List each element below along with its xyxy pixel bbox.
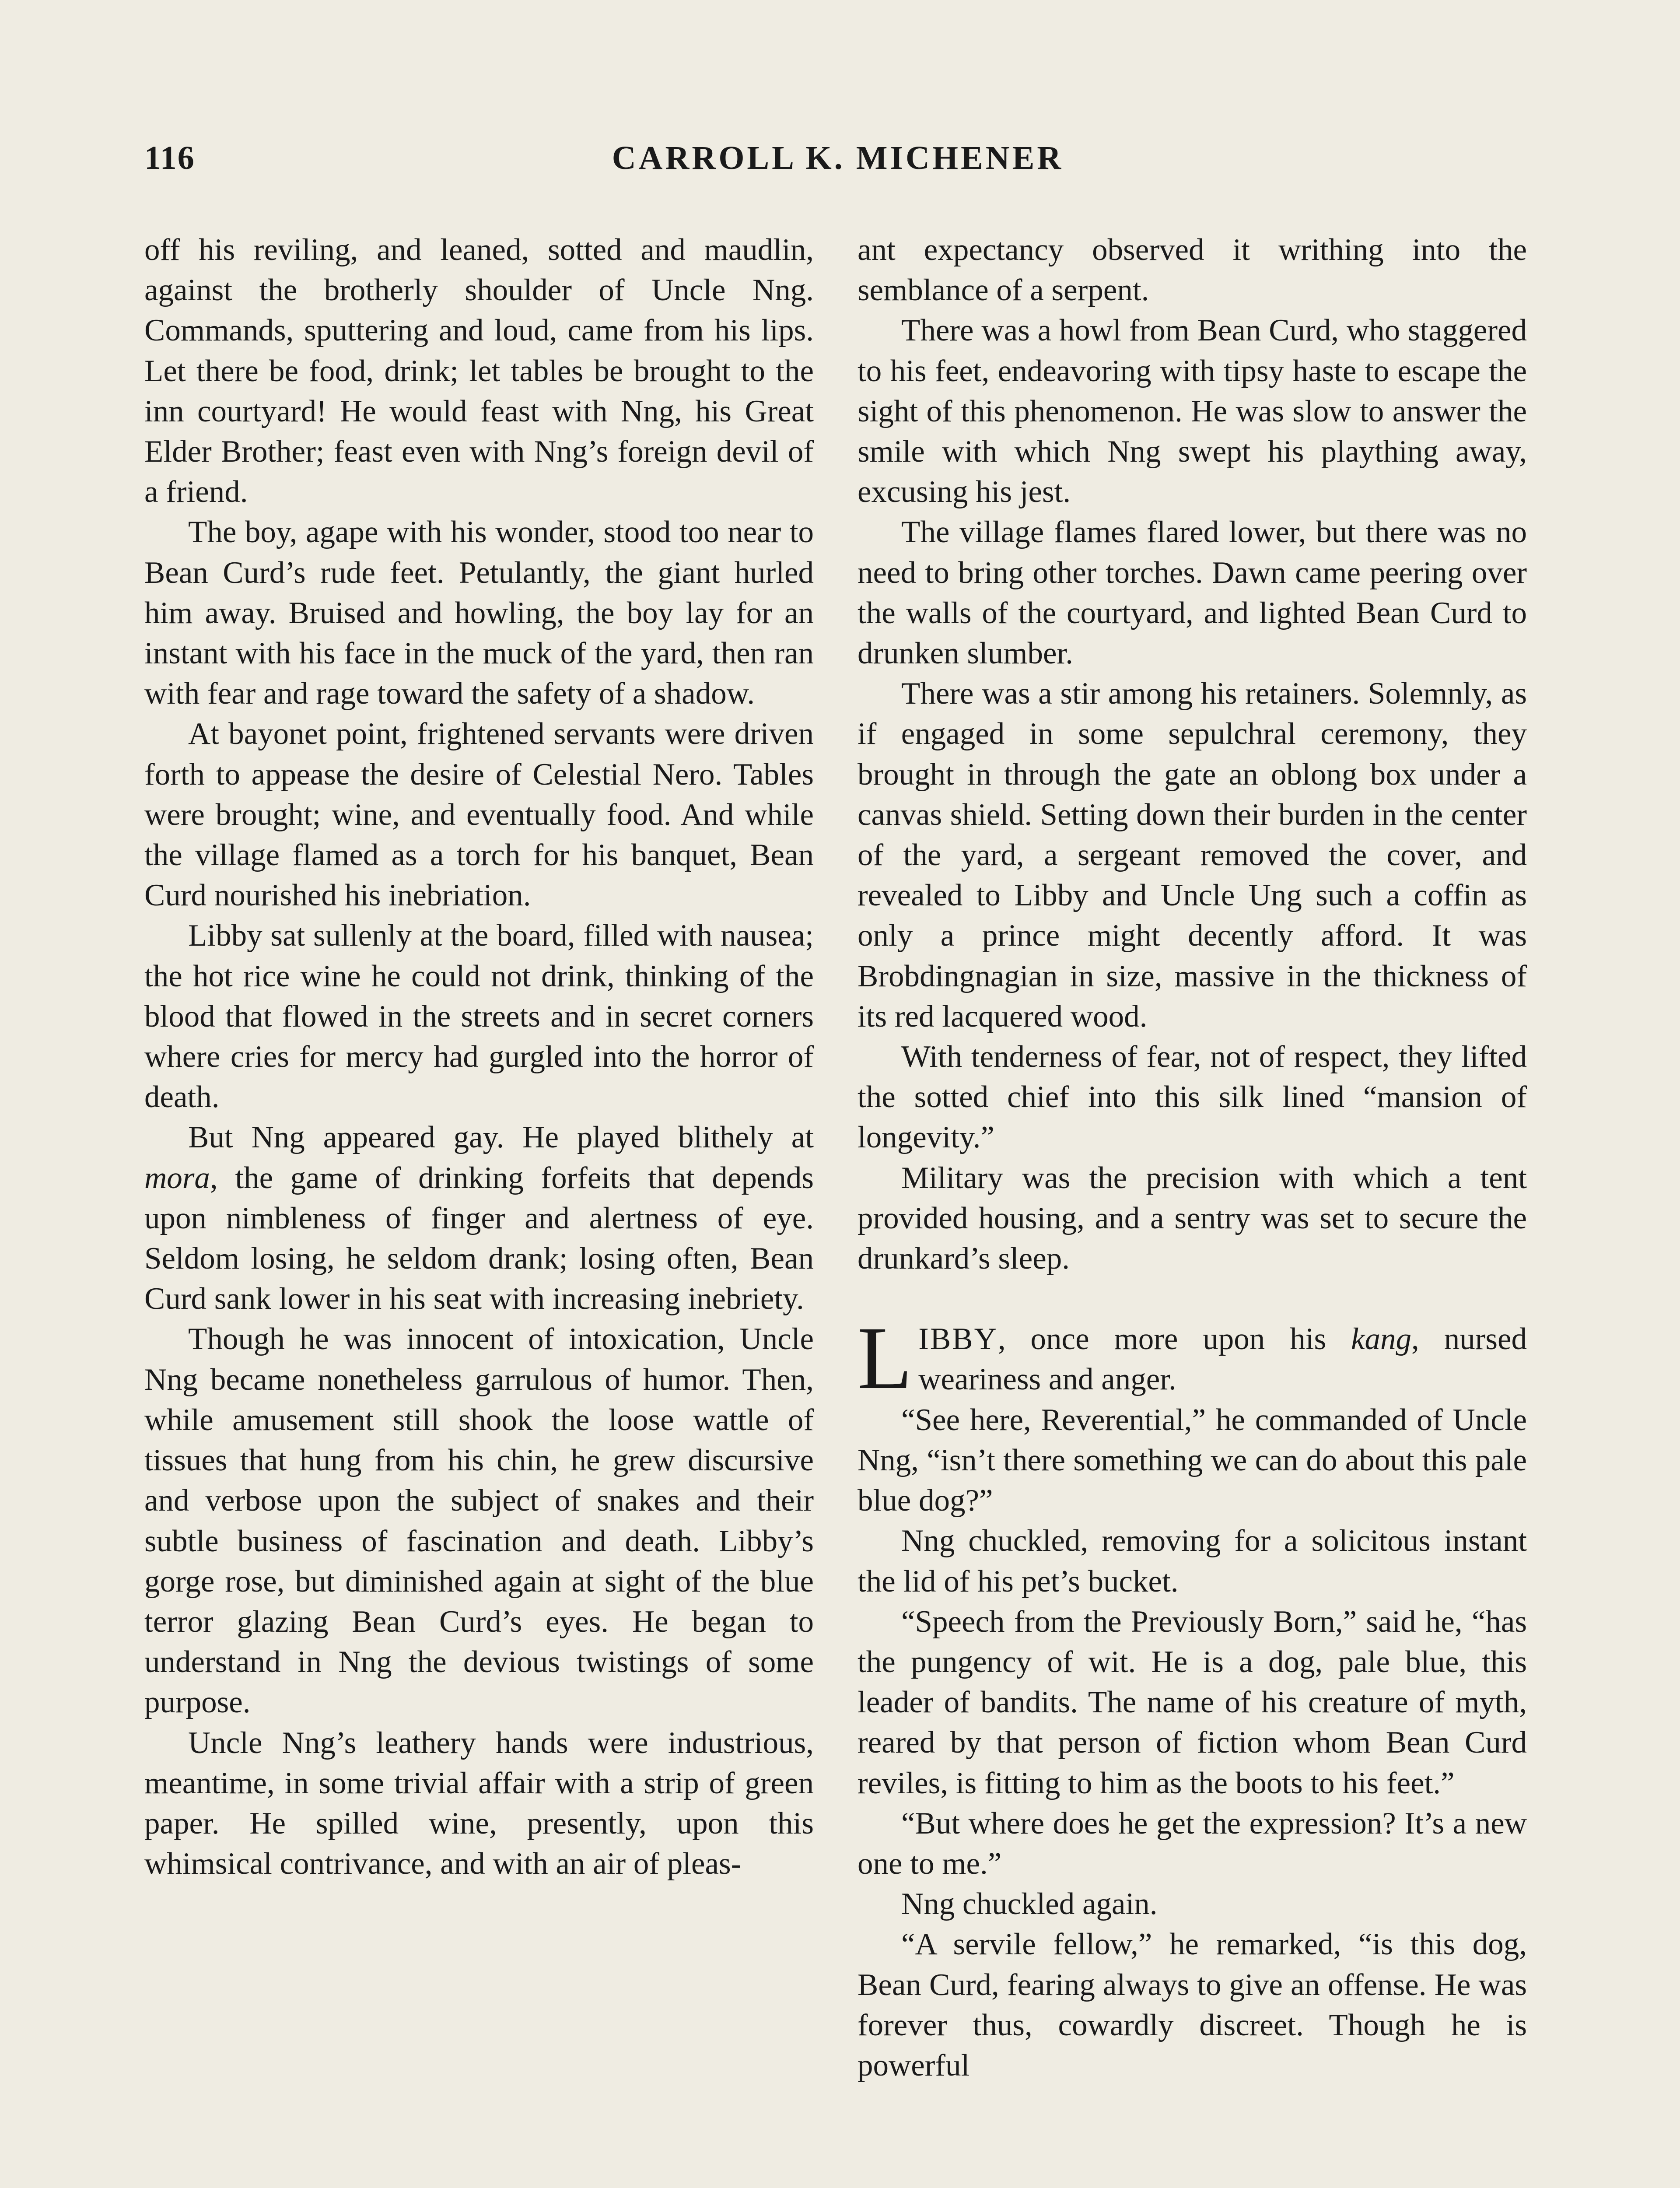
paragraph: ant expectancy observed it writhing into the semblance of a serpent. <box>858 233 1527 308</box>
italic-term: kang <box>1351 1322 1412 1357</box>
paragraph-text: , once more upon his <box>998 1322 1351 1357</box>
paragraph: At bayonet point, frightened servants were driven forth to appease the desire of Celestial Nero. Tables were brought; wine, and eventually food. And while the village flamed as a torch for his banquet, Bean Curd nourished his inebriation. <box>144 717 814 913</box>
paragraph: Military was the precision with which a tent provided housing, and a sentry was set to secure the drunkard’s sleep. <box>858 1161 1527 1276</box>
section-opening-paragraph <box>858 1308 1527 1408</box>
italic-term: mora <box>144 1161 210 1195</box>
paragraph: Nng chuckled again. <box>901 1887 1158 1922</box>
paragraph: “A servile fellow,” he remarked, “is this dog, Bean Curd, fearing always to give an offense. He was forever thus, cowardly discreet. Though he is powerful <box>858 1927 1527 2083</box>
paragraph-text: , the game of drinking forfeits that depends upon nimbleness of finger and alertness of eye. Seldom losing, he seldom drank; losing often, Bean Curd sank lower in his seat with increasing inebriety. <box>144 1161 814 1316</box>
paragraph: Uncle Nng’s leathery hands were industrious, meantime, in some trivial affair with a strip of green paper. He spilled wine, presently, upon this whimsical contrivance, and with an air of pleas- <box>144 1725 814 1881</box>
paragraph-text: , nursed weariness and anger. <box>918 1322 1527 1397</box>
paragraph: The boy, agape with his wonder, stood too near to Bean Curd’s rude feet. Petulantly, the giant hurled him away. Bruised and howling, the boy lay for an instant with his face in the muck of the yard, then ran with fear and rage toward the safety of a shadow. <box>144 515 814 711</box>
paragraph: With tenderness of fear, not of respect, they lifted the sotted chief into this silk lined “mansion of longevity.” <box>858 1040 1527 1155</box>
paragraph: off his reviling, and leaned, sotted and maudlin, against the brotherly shoulder of Uncle Nng. Commands, sputtering and loud, came from his lips. Let there be food, drink; let tables be brought to the inn courtyard! He would feast with Nng, his Great Elder Brother; feast even with Nng’s foreign devil of a friend. <box>144 233 814 509</box>
paragraph: Though he was innocent of intoxication, Uncle Nng became nonetheless garrulous of humor. Then, while amusement still shook the loose wattle of tissues that hung from his chin, he grew discursive and verbose upon the subject of snakes and their subtle business of fascination and death. Libby’s gorge rose, but diminished again at sight of the blue terror glazing Bean Curd’s eyes. He began to understand in Nng the devious twistings of some purpose. <box>144 1322 814 1720</box>
section-break <box>858 1279 1527 1319</box>
paragraph-text: But Nng appeared gay. He played blithely at <box>188 1120 814 1155</box>
paragraph: Nng chuckled, removing for a solicitous instant the lid of his pet’s bucket. <box>858 1524 1527 1599</box>
small-caps-text: IBBY <box>918 1322 998 1357</box>
page-number: 116 <box>144 140 195 176</box>
page-header <box>144 139 1531 187</box>
drop-cap: L <box>858 1308 913 1408</box>
running-head: CARROLL K. MICHENER <box>612 140 1064 176</box>
paragraph: The village flames flared lower, but there was no need to bring other torches. Dawn came peering over the walls of the courtyard, and lighted Bean Curd to drunken slumber. <box>858 515 1527 671</box>
paragraph: There was a stir among his retainers. Solemnly, as if engaged in some sepulchral ceremony, they brought in through the gate an oblong box under a canvas shield. Setting down their burden in the center of the yard, a sergeant removed the cover, and revealed to Libby and Uncle Ung such a coffin as only a prince might decently afford. It was Brobdingnagian in size, massive in the thickness of its red lacquered wood. <box>858 677 1527 1034</box>
paragraph: “See here, Reverential,” he commanded of Uncle Nng, “isn’t there something we can do about this pale blue dog?” <box>858 1403 1527 1518</box>
right-column <box>858 230 1527 2086</box>
paragraph: Libby sat sullenly at the board, filled with nausea; the hot rice wine he could not drink, thinking of the blood that flowed in the streets and in secret corners where cries for mercy had gurgled into the horror of death. <box>144 919 814 1115</box>
left-column <box>144 230 814 1884</box>
paragraph: There was a howl from Bean Curd, who staggered to his feet, endeavoring with tipsy haste to escape the sight of this phenomenon. He was slow to answer the smile with which Nng swept his plaything away, excusing his jest. <box>858 313 1527 509</box>
paragraph <box>144 1117 814 1319</box>
paragraph: “Speech from the Previously Born,” said he, “has the pungency of wit. He is a dog, pale blue, this leader of bandits. The name of his creature of myth, reared by that person of fiction whom Bean Curd reviles, is fitting to him as the boots to his feet.” <box>858 1604 1527 1800</box>
paragraph: “But where does he get the expression? It’s a new one to me.” <box>858 1806 1527 1881</box>
